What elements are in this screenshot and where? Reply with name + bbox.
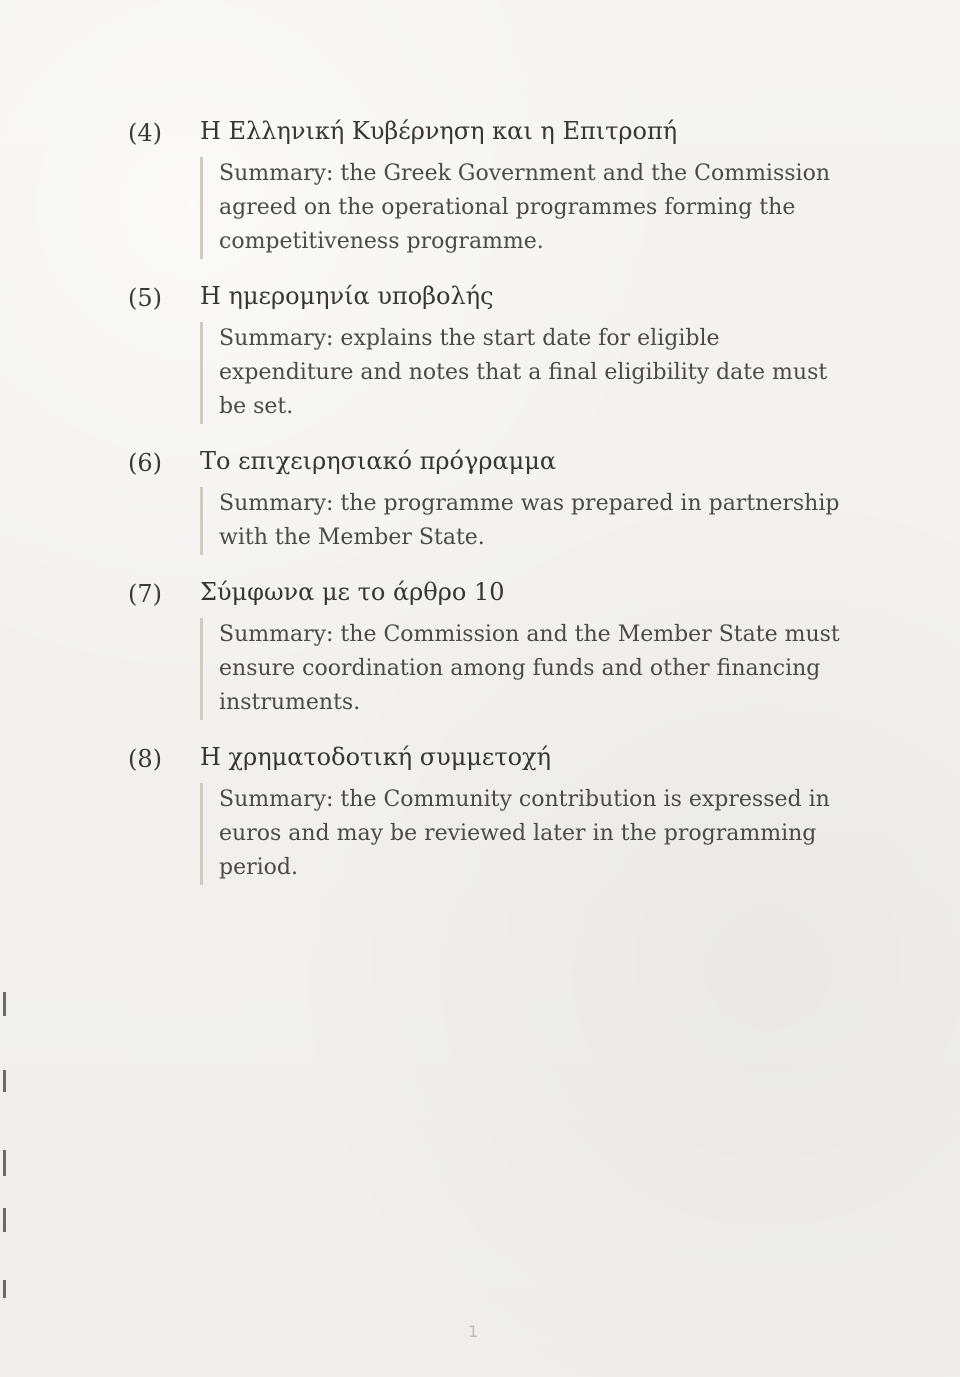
paragraph-summary: Summary: the Community contribution is expressed in euros and may be reviewed later in the programming period. — [200, 783, 844, 885]
paragraph-anchor: Σύμφωνα με το άρθρο 10 — [200, 578, 505, 607]
paragraph-body — [200, 279, 844, 424]
edge-mark — [3, 1280, 6, 1298]
paragraph-body — [200, 444, 844, 555]
paragraph-6 — [128, 444, 844, 555]
paragraph-body — [200, 740, 844, 885]
paragraph-number: (6) — [128, 449, 162, 478]
paragraph-anchor: Η ημερομηνία υποβολής — [200, 282, 494, 311]
paragraph-number: (4) — [128, 119, 162, 147]
paragraph-anchor: Το επιχειρησιακό πρόγραμμα — [200, 447, 557, 476]
page-mark: 1 — [468, 1322, 479, 1341]
paragraph-number: (8) — [128, 745, 162, 774]
document-content — [128, 114, 844, 905]
edge-mark — [3, 1150, 6, 1176]
paragraph-summary: Summary: the Greek Government and the Commission agreed on the operational programmes forming the competitiveness programme. — [200, 157, 844, 259]
paragraph-summary: Summary: the programme was prepared in partnership with the Member State. — [200, 487, 844, 555]
paragraph-5 — [128, 279, 844, 424]
edge-mark — [3, 1208, 6, 1232]
paragraph-4 — [128, 114, 844, 259]
paragraph-number: (5) — [128, 284, 162, 313]
paragraph-summary: Summary: the Commission and the Member State must ensure coordination among funds and other financing instruments. — [200, 618, 844, 720]
paragraph-number: (7) — [128, 580, 162, 609]
paragraph-anchor: Η Ελληνική Κυβέρνηση και η Επιτροπή — [200, 117, 678, 145]
paragraph-summary: Summary: explains the start date for eligible expenditure and notes that a final eligibility date must be set. — [200, 322, 844, 424]
edge-mark — [3, 992, 6, 1016]
paragraph-8 — [128, 740, 844, 885]
paragraph-7 — [128, 575, 844, 720]
paragraph-anchor: Η χρηματοδοτική συμμετοχή — [200, 743, 551, 772]
paragraph-body — [200, 575, 844, 720]
edge-mark — [3, 1070, 6, 1092]
paragraph-body — [200, 114, 844, 259]
left-edge-marks — [0, 0, 12, 1377]
